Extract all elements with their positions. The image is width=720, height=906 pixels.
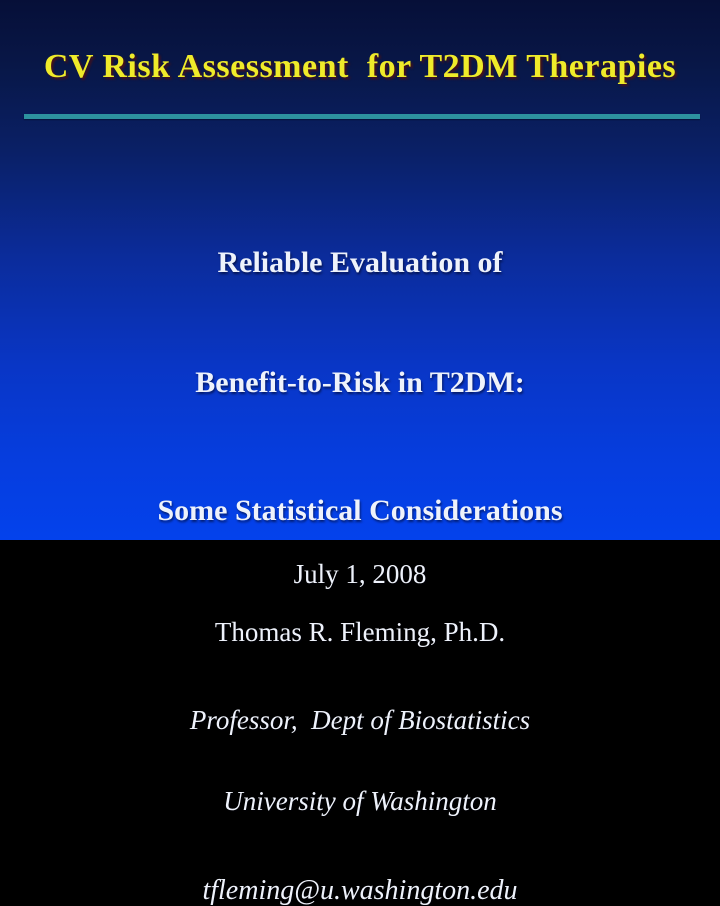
- title-divider-line: [24, 114, 700, 119]
- subtitle-line-1: Reliable Evaluation of: [217, 246, 503, 279]
- slide-title: CV Risk Assessment for T2DM Therapies: [43, 48, 677, 85]
- subtitle-line-3: Some Statistical Considerations: [157, 494, 563, 527]
- author-affiliation: [0, 653, 720, 869]
- affiliation-line-1: Professor, Dept of Biostatistics: [189, 705, 531, 735]
- subtitle-line-2: Benefit-to-Risk in T2DM:: [195, 366, 525, 399]
- author-name: Thomas R. Fleming, Ph.D.: [214, 617, 506, 647]
- presentation-date: July 1, 2008: [293, 559, 427, 589]
- affiliation-line-2: University of Washington: [223, 786, 497, 816]
- subtitle-block: [0, 163, 720, 483]
- author-email: tfleming@u.washington.edu: [202, 875, 518, 906]
